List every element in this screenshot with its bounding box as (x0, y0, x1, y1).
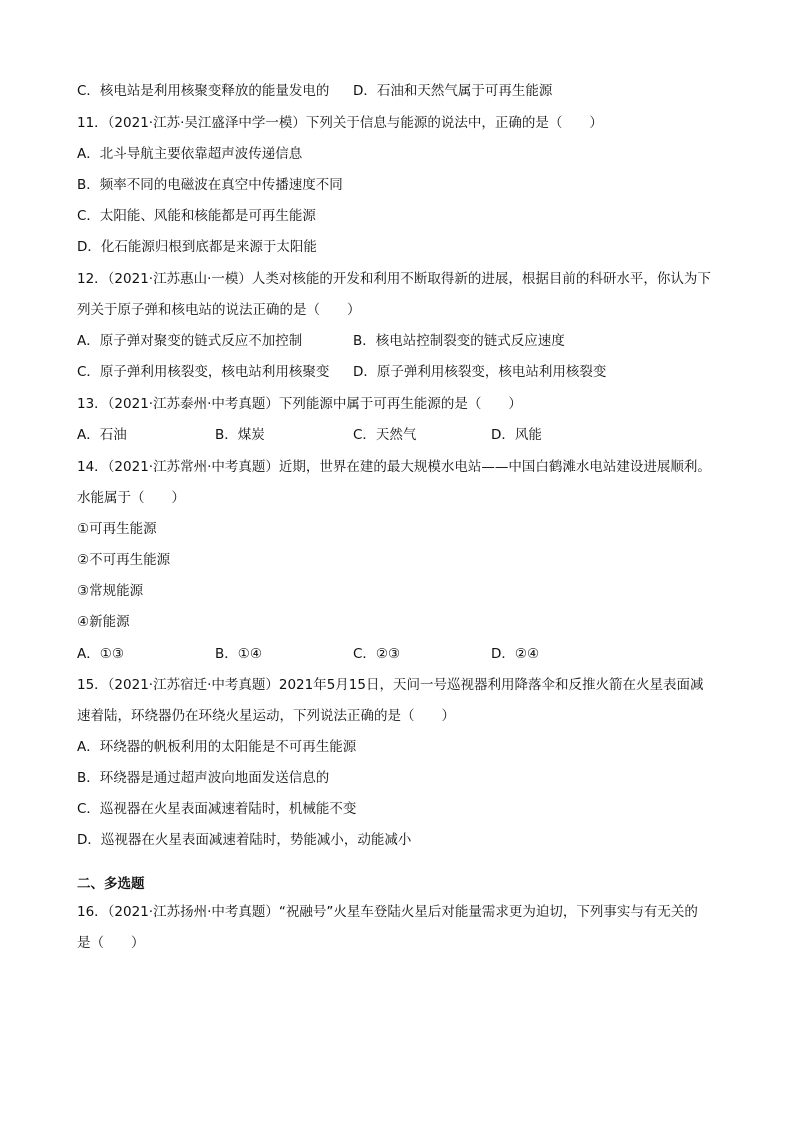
q12-option-d: D．原子弹利用核裂变，核电站利用核裂变 (353, 364, 607, 380)
q16-stem-line1: 16．（2021·江苏扬州·中考真题）“祝融号”火星车登陆火星后对能量需求更为迫切，下列事实与有无关的 (77, 904, 698, 920)
q14-item-4: ④新能源 (77, 614, 130, 630)
q11-option-c: C．太阳能、风能和核能都是可再生能源 (77, 208, 316, 224)
q14-item-2: ②不可再生能源 (77, 552, 171, 568)
q11-option-b: B．频率不同的电磁波在真空中传播速度不同 (77, 177, 343, 193)
q13-option-a: A．石油 (77, 427, 127, 443)
section-heading-multiple-choice: 二、多选题 (77, 876, 145, 892)
q15-option-d: D．巡视器在火星表面减速着陆时，势能减小，动能减小 (77, 832, 412, 848)
q12-option-a: A．原子弹对聚变的链式反应不加控制 (77, 333, 303, 349)
q11-option-d: D．化石能源归根到底都是来源于太阳能 (77, 239, 317, 255)
q15-stem-line2: 速着陆，环绕器仍在环绕火星运动，下列说法正确的是（ ） (77, 708, 455, 724)
q13-option-d: D．风能 (491, 427, 542, 443)
q12-option-b: B．核电站控制裂变的链式反应速度 (353, 333, 565, 349)
q15-stem-line1: 15．（2021·江苏宿迁·中考真题）2021年5月15日，天问一号巡视器利用降落伞和反推火箭在火星表面减 (77, 677, 704, 693)
q14-stem-line2: 水能属于（ ） (77, 490, 185, 506)
q13-option-c: C．天然气 (353, 427, 417, 443)
q12-stem-line1: 12．（2021·江苏惠山·一模）人类对核能的开发和利用不断取得新的进展，根据目前的科研水平，你认为下 (77, 271, 711, 287)
q10-option-c: C．核电站是利用核聚变释放的能量发电的 (77, 83, 330, 99)
q12-stem-line2: 列关于原子弹和核电站的说法正确的是（ ） (77, 302, 361, 318)
q11-option-a: A．北斗导航主要依靠超声波传递信息 (77, 146, 303, 162)
q15-option-a: A．环绕器的帆板利用的太阳能是不可再生能源 (77, 739, 357, 755)
q15-option-b: B．环绕器是通过超声波向地面发送信息的 (77, 770, 330, 786)
q15-option-c: C．巡视器在火星表面减速着陆时，机械能不变 (77, 801, 357, 817)
q14-option-a: A．①③ (77, 646, 124, 662)
q14-item-3: ③常规能源 (77, 583, 144, 599)
q14-option-b: B．①④ (215, 646, 262, 662)
q12-option-c: C．原子弹利用核裂变，核电站利用核聚变 (77, 364, 330, 380)
q13-option-b: B．煤炭 (215, 427, 265, 443)
q14-option-d: D．②④ (491, 646, 540, 662)
q16-stem-line2: 是（ ） (77, 935, 145, 951)
q11-stem: 11．（2021·江苏·吴江盛泽中学一模）下列关于信息与能源的说法中，正确的是（ ） (77, 115, 603, 131)
q14-item-1: ①可再生能源 (77, 521, 157, 537)
q14-stem-line1: 14．（2021·江苏常州·中考真题）近期，世界在建的最大规模水电站——中国白鹤滩水电站建设进展顺利。 (77, 459, 711, 475)
q13-stem: 13．（2021·江苏泰州·中考真题）下列能源中属于可再生能源的是（ ） (77, 396, 522, 412)
q10-option-d: D．石油和天然气属于可再生能源 (353, 83, 553, 99)
q14-option-c: C．②③ (353, 646, 401, 662)
